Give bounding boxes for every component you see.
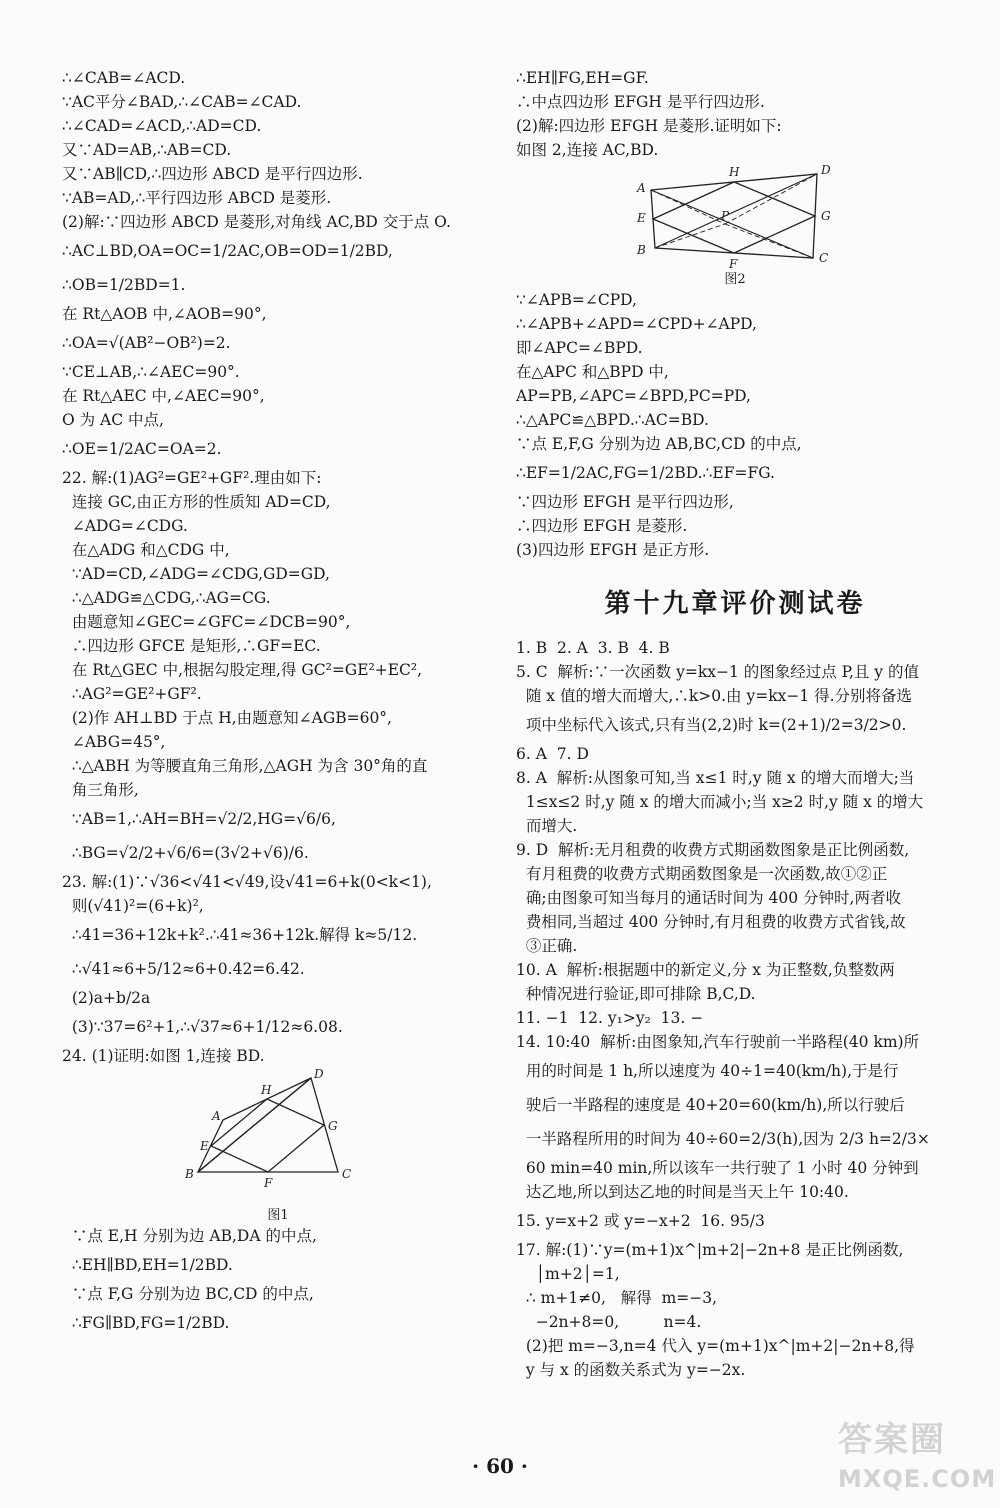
text-line: 10. A 解析:根据题中的新定义,分 x 为正整数,负整数两 [516, 961, 895, 979]
text-line: (2)解:∵四边形 ABCD 是菱形,对角线 AC,BD 交于点 O. [62, 213, 451, 231]
text-line: 随 x 值的增大而增大,∴k>0.由 y=kx−1 得.分别将备选 [516, 687, 913, 705]
text-line: ∴AC⊥BD,OA=OC=1/2AC,OB=OD=1/2BD, [62, 242, 393, 260]
text-line: ∠ABG=45°, [62, 733, 166, 751]
left-column [62, 66, 494, 1340]
quadrilateral-figure-2 [625, 162, 845, 272]
text-line: ∴∠CAB=∠ACD. [62, 69, 186, 87]
text-line: 14. 10:40 解析:由图象知,汽车行驶前一半路程(40 km)所 [516, 1033, 920, 1051]
text-line: 驶后一半路程的速度是 40+20=60(km/h),所以行驶后 [516, 1096, 905, 1114]
text-line: (3)∵37=6²+1,∴√37≈6+1/12≈6.08. [62, 1018, 343, 1036]
text-line: 60 min=40 min,所以该车一共行驶了 1 小时 40 分钟到 [516, 1159, 919, 1177]
text-line: ∴√41≈6+5/12≈6+0.42=6.42. [62, 960, 305, 978]
text-line: 15. y=x+2 或 y=−x+2 16. 95/3 [516, 1212, 765, 1230]
text-line: ∴OE=1/2AC=OA=2. [62, 440, 222, 458]
text-line: ∴△ABH 为等腰直角三角形,△AGH 为含 30°角的直 [62, 757, 428, 775]
text-line: 确;由图象可知当每月的通话时间为 400 分钟时,两者收 [516, 889, 901, 907]
figure-1-caption: 图1 [267, 1208, 289, 1223]
text-line: ∴FG∥BD,FG=1/2BD. [62, 1314, 230, 1332]
text-line: 6. A 7. D [516, 745, 589, 763]
text-line: 角三角形, [62, 781, 139, 799]
text-line: 11. −1 12. y₁>y₂ 13. − [516, 1009, 704, 1027]
fig1-label: H [261, 1083, 272, 1097]
text-line: (3)四边形 EFGH 是正方形. [516, 541, 710, 559]
answer-list [516, 636, 954, 1382]
text-line: O 为 AC 中点, [62, 411, 164, 429]
watermark-text: 答案圈 [838, 1420, 946, 1460]
text-line: 在△ADG 和△CDG 中, [62, 541, 230, 559]
text-line: AP=PB,∠APC=∠BPD,PC=PD, [516, 387, 751, 405]
figure-2 [516, 162, 954, 288]
fig2-label: D [821, 163, 831, 177]
text-line: 由题意知∠GEC=∠GFC=∠DCB=90°, [62, 613, 351, 631]
question-22-solution [62, 466, 494, 870]
text-line: 项中坐标代入该式,只有当(2,2)时 k=(2+1)/2=3/2>0. [516, 716, 907, 734]
section-title: 第十九章评价测试卷 [604, 589, 866, 619]
watermark-url: MXQE.COM [838, 1465, 997, 1493]
fig1-label: E [200, 1139, 209, 1153]
text-line: (2)作 AH⊥BD 于点 H,由题意知∠AGB=60°, [62, 709, 392, 727]
text-line: ∴ m+1≠0, 解得 m=−3, [516, 1289, 718, 1307]
question-23-solution [62, 870, 494, 1044]
text-line: ∴BG=√2/2+√6/6=(3√2+√6)/6. [62, 844, 309, 862]
text-line: 种情况进行验证,即可排除 B,C,D. [516, 985, 756, 1003]
fig1-label: D [314, 1068, 324, 1081]
right-column [516, 66, 954, 1382]
right-solution-block-2 [516, 288, 954, 562]
fig1-label: G [328, 1119, 338, 1133]
text-line: ∵CE⊥AB,∴∠AEC=90°. [62, 363, 240, 381]
text-line: ∵点 E,F,G 分别为边 AB,BC,CD 的中点, [516, 435, 802, 453]
text-line: 9. D 解析:无月租费的收费方式期函数图象是正比例函数, [516, 841, 910, 859]
fig2-label: A [637, 181, 646, 195]
text-line: 又∵AD=AB,∴AB=CD. [62, 141, 232, 159]
text-line: 用的时间是 1 h,所以速度为 40÷1=40(km/h),于是行 [516, 1062, 899, 1080]
text-line: 费相同,当超过 400 分钟时,有月租费的收费方式省钱,故 [516, 913, 906, 931]
text-line: ∴四边形 GFCE 是矩形,∴GF=EC. [62, 637, 321, 655]
right-solution-block [516, 66, 954, 162]
text-line: ∵点 F,G 分别为边 BC,CD 的中点, [62, 1285, 314, 1303]
text-line: ∵点 E,H 分别为边 AB,DA 的中点, [62, 1227, 317, 1245]
text-line: 在 Rt△AEC 中,∠AEC=90°, [62, 387, 265, 405]
text-line: 在 Rt△GEC 中,根据勾股定理,得 GC²=GE²+EC², [62, 661, 423, 679]
text-line: 23. 解:(1)∵√36<√41<√49,设√41=6+k(0<k<1), [62, 873, 432, 891]
text-line: 22. 解:(1)AG²=GE²+GF².理由如下: [62, 469, 322, 487]
text-line: 有月租费的收费方式期函数图象是一次函数,故①②正 [516, 865, 888, 883]
text-line: ∴OB=1/2BD=1. [62, 276, 186, 294]
text-line: ∴EH∥BD,EH=1/2BD. [62, 1256, 233, 1274]
text-line: 又∵AB∥CD,∴四边形 ABCD 是平行四边形. [62, 165, 363, 183]
text-line: ∴△ADG≌△CDG,∴AG=CG. [62, 589, 271, 607]
text-line: (2)解:四边形 EFGH 是菱形.证明如下: [516, 117, 782, 135]
fig2-label: C [819, 251, 829, 265]
text-line: 在 Rt△AOB 中,∠AOB=90°, [62, 305, 267, 323]
text-line: 即∠APC=∠BPD. [516, 339, 643, 357]
text-line: 而增大. [516, 817, 578, 835]
fig1-label: B [185, 1167, 194, 1181]
text-line: ∴EH∥FG,EH=GF. [516, 69, 649, 87]
text-line: ∴AG²=GE²+GF². [62, 685, 202, 703]
text-line: y 与 x 的函数关系式为 y=−2x. [516, 1361, 746, 1379]
text-line: 达乙地,所以到达乙地的时间是当天上午 10:40. [516, 1183, 849, 1201]
watermark-logo [838, 1412, 997, 1502]
quadrilateral-figure-1 [178, 1068, 378, 1208]
text-line: ∴中点四边形 EFGH 是平行四边形. [516, 93, 765, 111]
fig2-label: E [637, 211, 646, 225]
text-line: (2)a+b/2a [62, 989, 151, 1007]
text-line: 17. 解:(1)∵y=(m+1)x^|m+2|−2n+8 是正比例函数, [516, 1241, 904, 1259]
text-line: ∴四边形 EFGH 是菱形. [516, 517, 688, 535]
text-line: ∵∠APB=∠CPD, [516, 291, 637, 309]
text-line: 连接 GC,由正方形的性质知 AD=CD, [62, 493, 331, 511]
fig2-label: G [821, 209, 831, 223]
fig2-label: P [721, 209, 730, 223]
text-line: ∴41=36+12k+k².∴41≈36+12k.解得 k≈5/12. [62, 926, 418, 944]
figure-1 [62, 1068, 494, 1224]
left-solution-block [62, 66, 494, 466]
text-line: (2)把 m=−3,n=4 代入 y=(m+1)x^|m+2|−2n+8,得 [516, 1337, 915, 1355]
text-line: 一半路程所用的时间为 40÷60=2/3(h),因为 2/3 h=2/3× [516, 1130, 930, 1148]
fig1-label: A [212, 1109, 221, 1123]
text-line: ∴EF=1/2AC,FG=1/2BD.∴EF=FG. [516, 464, 775, 482]
text-line: 1≤x≤2 时,y 随 x 的增大而减小;当 x≥2 时,y 随 x 的增大 [516, 793, 924, 811]
figure-2-caption: 图2 [724, 272, 746, 287]
text-line: │m+2│=1, [516, 1265, 620, 1283]
text-line: ∴∠APB+∠APD=∠CPD+∠APD, [516, 315, 757, 333]
text-line: ∴OA=√(AB²−OB²)=2. [62, 334, 231, 352]
text-line: 则(√41)²=(6+k)², [62, 897, 204, 915]
text-line: 8. A 解析:从图象可知,当 x≤1 时,y 随 x 的增大而增大;当 [516, 769, 915, 787]
text-line: ∴∠CAD=∠ACD,∴AD=CD. [62, 117, 262, 135]
text-line: ∠ADG=∠CDG. [62, 517, 188, 535]
page-number: · 60 · [472, 1454, 528, 1478]
text-line: 1. B 2. A 3. B 4. B [516, 639, 670, 657]
text-line: ∵AB=1,∴AH=BH=√2/2,HG=√6/6, [62, 810, 336, 828]
text-line: 5. C 解析:∵一次函数 y=kx−1 的图象经过点 P,且 y 的值 [516, 663, 919, 681]
text-line: ∴△APC≌△BPD.∴AC=BD. [516, 411, 709, 429]
text-line: ∵AB=AD,∴平行四边形 ABCD 是菱形. [62, 189, 332, 207]
text-line: −2n+8=0, n=4. [516, 1313, 702, 1331]
text-line: ∵AC平分∠BAD,∴∠CAB=∠CAD. [62, 93, 302, 111]
text-line: ∵四边形 EFGH 是平行四边形, [516, 493, 734, 511]
text-line: ∵AD=CD,∠ADG=∠CDG,GD=GD, [62, 565, 330, 583]
fig2-label: B [637, 243, 646, 257]
text-line: 在△APC 和△BPD 中, [516, 363, 669, 381]
fig1-label: C [342, 1167, 352, 1181]
fig1-label: F [264, 1176, 273, 1190]
text-line: ③正确. [516, 937, 578, 955]
text-line: 如图 2,连接 AC,BD. [516, 141, 659, 159]
fig2-label: H [729, 165, 740, 179]
question-24-heading: 24. (1)证明:如图 1,连接 BD. [62, 1047, 265, 1065]
question-24-solution [62, 1224, 494, 1340]
fig2-label: F [729, 257, 738, 271]
